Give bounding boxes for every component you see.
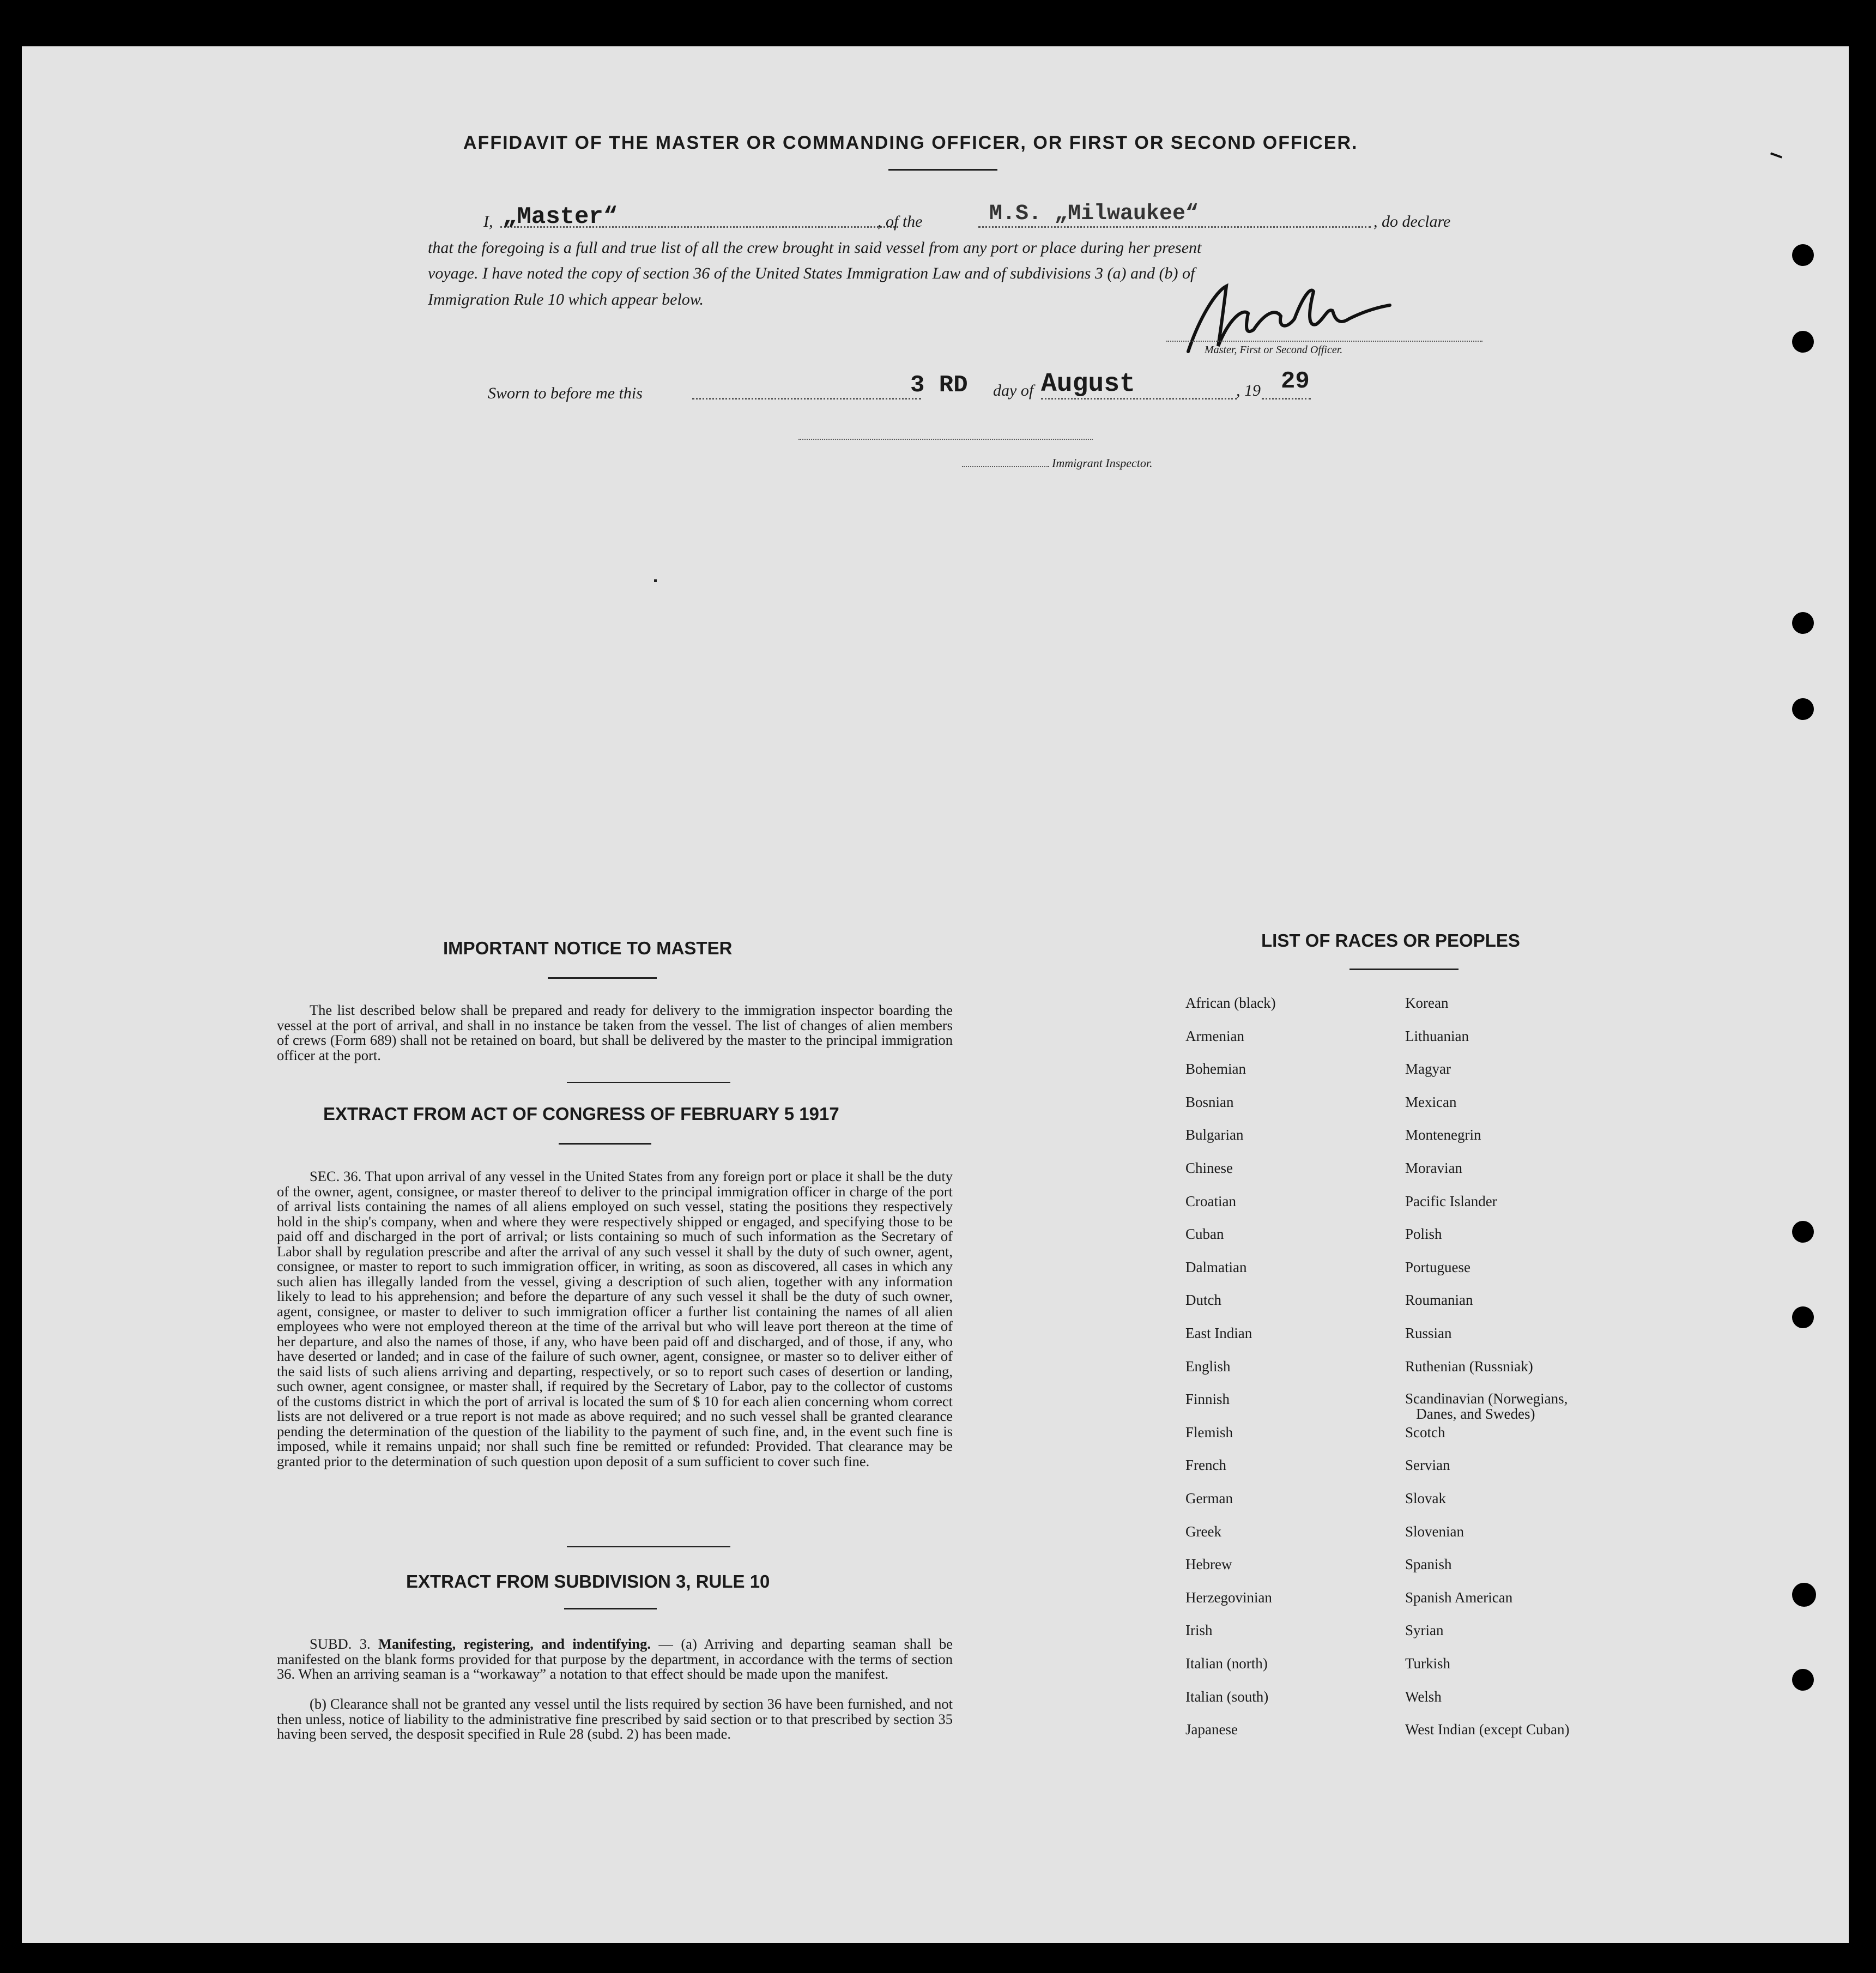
of-the-label: , of the — [878, 213, 923, 231]
race-item: Japanese — [1185, 1721, 1238, 1738]
race-item: Roumanian — [1405, 1292, 1473, 1309]
race-item: Korean — [1405, 995, 1449, 1011]
subd-a-heading: Manifesting, registering, and indentifying. — [378, 1636, 651, 1652]
race-item: Greek — [1185, 1523, 1221, 1540]
sworn-day: 3 RD — [910, 372, 968, 399]
affidavit-line-3: voyage. I have noted the copy of section 36 of the United States Immigration Law and of subdivisions 3 (a) and (b) of — [428, 264, 1195, 282]
year-prefix: , 19 — [1236, 382, 1261, 400]
race-item: Italian (south) — [1185, 1688, 1269, 1705]
race-item: Bosnian — [1185, 1093, 1234, 1110]
notice-end-divider — [567, 1082, 730, 1083]
race-item: Flemish — [1185, 1424, 1233, 1441]
race-item: Mexican — [1405, 1093, 1457, 1110]
race-item: Turkish — [1405, 1655, 1451, 1672]
race-item: Portuguese — [1405, 1258, 1470, 1275]
affidavit-title: AFFIDAVIT OF THE MASTER OR COMMANDING OFFICER, OR FIRST OR SECOND OFFICER. — [463, 132, 1358, 153]
race-item: Welsh — [1405, 1688, 1442, 1705]
rule-divider — [564, 1608, 657, 1609]
race-item: Chinese — [1185, 1160, 1233, 1176]
race-item: Lithuanian — [1405, 1027, 1469, 1044]
race-item: Dalmatian — [1185, 1258, 1247, 1275]
sworn-month: August — [1041, 370, 1135, 399]
subd-a — [277, 1637, 953, 1682]
race-item: Finnish — [1185, 1391, 1230, 1408]
race-item: French — [1185, 1457, 1226, 1474]
notice-divider — [548, 977, 657, 979]
act-divider — [559, 1143, 651, 1145]
act-title: EXTRACT FROM ACT OF CONGRESS OF FEBRUARY 5 1917 — [323, 1104, 839, 1124]
race-item: Scandinavian (Norwegians, Danes, and Swedes) — [1405, 1390, 1568, 1423]
stray-mark — [1770, 152, 1782, 158]
affidavit-line-4: Immigration Rule 10 which appear below. — [428, 290, 704, 308]
act-text: SEC. 36. That upon arrival of any vessel in the United States from any foreign port or place it shall be the duty of the owner, agent, consignee, or master thereof to deliver to the principal immigration officer in charge of the port of arrival lists containing the names of all aliens employed on such vessel, stating the positions they respectively hold in the ship's company, when and where they were respectively shipped or engaged, and specifying those to be paid off and discharged in the port of arrival; or lists containing so much of such information as the Secretary of Labor shall by regulation prescribe and after the arrival of any such vessel it shall by the duty of such owner, agent, consignee, or master to report to such immigration officer, in writing, as soon as discovered, all cases in which any such alien has illegally landed from the vessel, giving a description of such alien, together with any information likely to lead to his apprehension; and before the departure of any such vessel it shall be the duty of such owner, agent, consignee, or master to deliver to such immigration officer a further list containing the names of all alien employees who were not employed thereon at the time of the arrival but who will leave port thereon at the time of her departure, and also the names of those, if any, who have been paid off and discharged, and of those, if any, who have deserted or landed; and in case of the failure of such owner, agent, consignee, or master so to deliver either of the said lists of such aliens arriving and departing, respectively, or so to report such cases of desertion or landing, such owner, agent consignee, or master shall, if required by the Secretary of Labor, pay to the collector of customs of the customs district in which the port of arrival is located the sum of $ 10 for each alien concerning whom correct lists are not delivered or a true report is not made as above required; and no such vessel shall be granted clearance pending the determination of the question of the liability to the payment of such fine, and, in the event such fine is imposed, while it remains unpaid; nor shall such fine be remitted or refunded: Provided. That clearance may be granted prior to the determination of such question upon deposit of a sum sufficient to cover such fine. — [277, 1168, 953, 1469]
officer-value: „Master“ — [503, 203, 618, 231]
subd-b: (b) Clearance shall not be granted any vessel until the lists required by section 36 have been furnished, and not then unless, notice of liability to the administrative fine prescribed by said section or to that prescribed by section 35 having been served, the desposit specified in Rule 28 (subd. 2) has been made. — [277, 1696, 953, 1742]
binder-hole — [1792, 331, 1814, 353]
race-item: Polish — [1405, 1226, 1442, 1243]
race-item: German — [1185, 1490, 1233, 1506]
binder-hole — [1792, 612, 1814, 634]
race-item: Herzegovinian — [1185, 1589, 1272, 1606]
i-label: I, — [483, 213, 493, 231]
race-item: Slovak — [1405, 1490, 1447, 1506]
race-item: African (black) — [1185, 995, 1276, 1011]
race-item: Moravian — [1405, 1160, 1462, 1176]
race-item: Spanish American — [1405, 1589, 1513, 1606]
subd-a-text: — (a) Arriving and departing seaman shall be manifested on the blank forms provided for that purpose by the department, in accordance with the terms of section 36. When an arriving seaman is a “workaway” a notation to that effect should be made upon the manifest. — [277, 1636, 953, 1682]
race-item: Bohemian — [1185, 1061, 1246, 1078]
stray-mark — [654, 579, 657, 582]
do-declare-label: , do declare — [1373, 213, 1451, 231]
race-item: English — [1185, 1358, 1231, 1375]
title-divider — [888, 169, 997, 171]
race-item: Armenian — [1185, 1027, 1244, 1044]
race-item: East Indian — [1185, 1325, 1252, 1341]
signature-line — [1166, 341, 1482, 342]
race-item: Ruthenian (Russniak) — [1405, 1358, 1533, 1375]
race-item: Slovenian — [1405, 1523, 1464, 1540]
race-item: Montenegrin — [1405, 1127, 1481, 1143]
race-item: Spanish — [1405, 1556, 1452, 1573]
inspector-caption-line — [962, 466, 1049, 467]
year-fill-line — [1262, 398, 1311, 400]
race-item: Dutch — [1185, 1292, 1221, 1309]
binder-hole — [1792, 1221, 1814, 1243]
race-item: Russian — [1405, 1325, 1452, 1341]
binder-hole — [1792, 698, 1814, 720]
race-item: Bulgarian — [1185, 1127, 1244, 1143]
notice-text: The list described below shall be prepared and ready for delivery to the immigration inspector boarding the vessel at the port of arrival, and shall in no instance be taken from the vessel. The list of changes of alien members of crews (Form 689) shall not be retained on board, but shall be delivered by the master to the principal immigration officer at the port. — [277, 1002, 953, 1063]
race-item: Pacific Islander — [1405, 1193, 1497, 1209]
race-item: Cuban — [1185, 1226, 1224, 1243]
races-divider — [1349, 969, 1459, 970]
binder-hole — [1792, 1306, 1814, 1328]
race-item: West Indian (except Cuban) — [1405, 1721, 1570, 1738]
race-item: Magyar — [1405, 1061, 1451, 1078]
race-item: Italian (north) — [1185, 1655, 1268, 1672]
race-item: Croatian — [1185, 1193, 1236, 1209]
race-item: Servian — [1405, 1457, 1450, 1474]
day-of-label: day of — [993, 382, 1034, 400]
act-end-divider — [567, 1546, 730, 1547]
sworn-label: Sworn to before me this — [488, 384, 643, 402]
race-item: Syrian — [1405, 1622, 1444, 1639]
document-sheet — [22, 46, 1849, 1943]
inspector-caption: Immigrant Inspector. — [1052, 456, 1153, 470]
sworn-day-fill-line — [692, 398, 921, 400]
rule-title: EXTRACT FROM SUBDIVISION 3, RULE 10 — [406, 1571, 770, 1591]
notice-title: IMPORTANT NOTICE TO MASTER — [443, 938, 733, 958]
vessel-fill-line — [978, 226, 1371, 228]
inspector-signature-line — [798, 439, 1093, 440]
binder-hole — [1792, 244, 1814, 266]
signature-caption: Master, First or Second Officer. — [1205, 344, 1343, 356]
race-item: Irish — [1185, 1622, 1213, 1639]
binder-hole — [1792, 1669, 1814, 1691]
binder-hole — [1792, 1583, 1816, 1607]
vessel-value: M.S. „Milwaukee“ — [989, 202, 1199, 226]
races-title: LIST OF RACES OR PEOPLES — [1261, 930, 1520, 951]
race-item: Hebrew — [1185, 1556, 1232, 1573]
sworn-year: 29 — [1281, 368, 1310, 395]
race-item: Scotch — [1405, 1424, 1445, 1441]
subd-a-prefix: SUBD. 3. — [310, 1636, 379, 1652]
affidavit-line-2: that the foregoing is a full and true list of all the crew brought in said vessel from any port or place during her present — [428, 239, 1202, 257]
